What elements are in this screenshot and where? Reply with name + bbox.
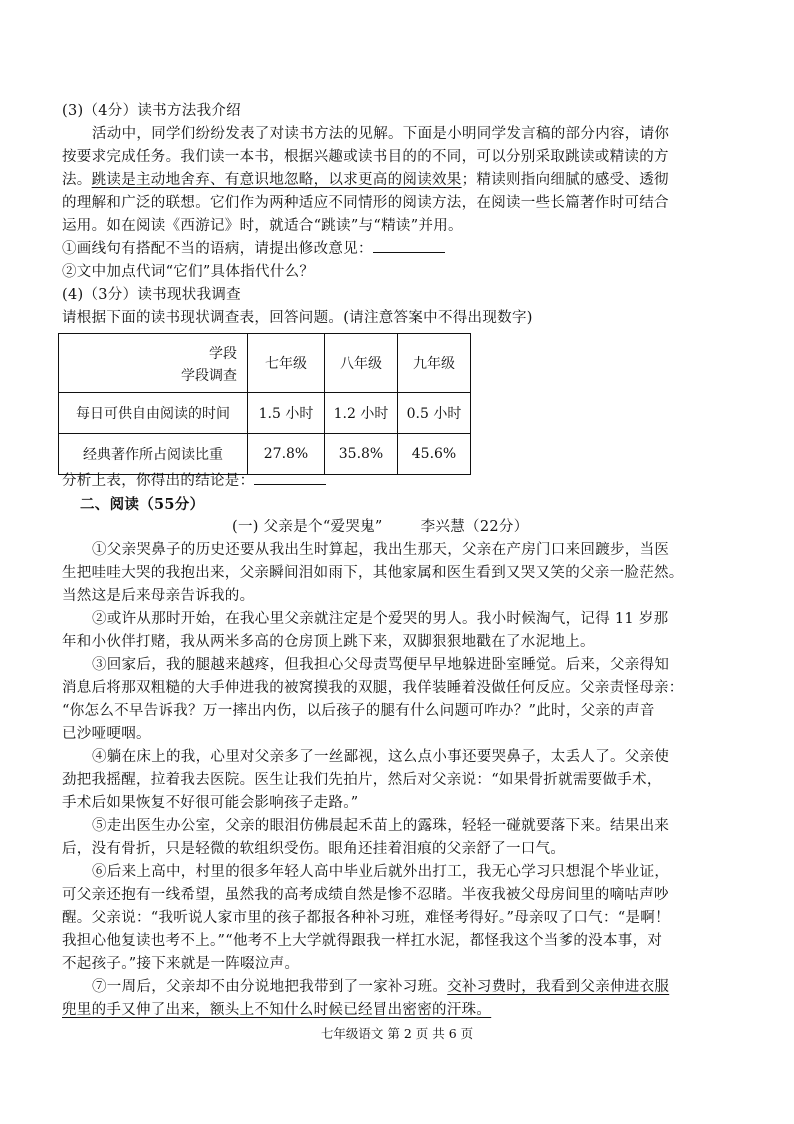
q3-title: (3)（4分）读书方法我介绍 (62, 103, 241, 119)
q3-text-line: 活动中，同学们纷纷发表了对读书方法的见解。下面是小明同学发言稿的部分内容，请你 (92, 126, 670, 142)
passage-line: ③回家后，我的腿越来越疼，但我担心父母责骂便早早地躲进卧室睡觉。后来，父亲得知 (92, 657, 670, 673)
passage-line: 不起孩子。”接下来就是一阵啜泣声。 (62, 956, 300, 972)
passage-line: 后，没有骨折，只是轻微的软组织受伤。眼角还挂着泪痕的父亲舒了一口气。 (62, 841, 566, 857)
q3-text-line: 运用。如在阅读《西游记》时，就适合“跳读”与“精读”并用。 (62, 218, 463, 234)
table-cell: 0.5 小时 (398, 393, 471, 434)
passage-line: 生把哇哇大哭的我抱出来，父亲瞬间泪如雨下，其他家属和医生看到又哭又笑的父亲一脸茫然。 (62, 565, 684, 581)
answer-blank[interactable] (373, 238, 445, 253)
q4-instruction: 请根据下面的读书现状调查表，回答问题。(请注意答案中不得出现数字) (62, 310, 533, 326)
table-col-header: 七年级 (248, 334, 325, 393)
passage-heading (62, 516, 712, 539)
page-footer: 七年级语文 第 2 页 共 6 页 (320, 1026, 474, 1041)
table-cell: 35.8% (325, 434, 398, 475)
passage-line: 醒。父亲说：“我听说人家市里的孩子都报各种补习班，难怪考得好。”母亲叹了口气：“是啊！ (62, 910, 670, 926)
underlined-sentence: 交补习费时，我看到父亲伸进衣服 (447, 979, 670, 995)
q4-conclusion: 分析上表，你得出的结论是： (62, 470, 712, 493)
passage-line: 我担心他复读也考不上。”“他考不上大学就得跟我一样扛水泥，都怪我这个当爹的没本事，对 (62, 933, 663, 949)
passage-body (62, 539, 712, 976)
passage-line: ④躺在床上的我，心里对父亲多了一丝鄙视，这么点小事还要哭鼻子，太丢人了。父亲使 (92, 749, 670, 765)
section-title: 二、阅读（55分） (80, 496, 205, 513)
passage-line: 可父亲还抱有一线希望，虽然我的高考成绩自然是惨不忍睹。半夜我被父母房间里的嘀咕声吵 (62, 887, 669, 903)
q3-text-line: 按要求完成任务。我们读一本书，根据兴趣或读书目的的不同，可以分别采取跳读或精读的方 (62, 149, 669, 165)
passage-line: ⑥后来上高中，村里的很多年轻人高中毕业后就外出打工，我无心学习只想混个毕业证， (92, 864, 670, 880)
passage-line: “你怎么不早告诉我？万一摔出内伤，以后孩子的腿有什么问题可咋办？”此时，父亲的声音 (62, 703, 655, 719)
passage-line: 当然这是后来母亲告诉我的。 (62, 588, 255, 604)
underlined-sentence: 兜里的手又伸了出来，额头上不知什么时候已经冒出密密的汗珠。 (62, 1002, 492, 1018)
table-row-label: 经典著作所占阅读比重 (59, 434, 248, 475)
table-col-header: 九年级 (398, 334, 471, 393)
passage-line: ②或许从那时开始，在我心里父亲就注定是个爱哭的男人。我小时候淘气，记得 11 岁那 (92, 611, 669, 627)
passage-paragraph-7-cont (62, 999, 712, 1022)
table-header-bottom: 学段调查 (181, 368, 237, 384)
exam-page (62, 100, 712, 1022)
q3-text-segment: ；精读则指向细腻的感受、透彻 (461, 172, 669, 188)
table-header-diagonal-cell (59, 334, 248, 393)
passage-line: 年和小伙伴打赌，我从两米多高的仓房顶上跳下来，双脚狠狠地戳在了水泥地上。 (62, 634, 595, 650)
passage-author: 李兴慧（22分） (420, 519, 529, 535)
q3-text-line: 的理解和广泛的联想。它们作为两种适应不同情形的阅读方法，在阅读一些长篇著作时可结合 (62, 195, 669, 211)
underlined-sentence: 跳读是主动地舍弃、有意识地忽略，以求更高的阅读效果 (91, 172, 462, 188)
table-cell: 45.6% (398, 434, 471, 475)
table-cell: 1.2 小时 (325, 393, 398, 434)
table-row-label: 每日可供自由阅读的时间 (59, 393, 248, 434)
passage-line: ⑤走出医生办公室，父亲的眼泪仿佛晨起禾苗上的露珠，轻轻一碰就要落下来。结果出来 (92, 818, 670, 834)
passage-line: 已沙哑哽咽。 (62, 726, 151, 742)
table-cell: 1.5 小时 (248, 393, 325, 434)
table-col-header: 八年级 (325, 334, 398, 393)
table-header-top: 学段 (209, 346, 237, 362)
passage-line: 劲把我摇醒，拉着我去医院。医生让我们先拍片，然后对父亲说：“如果骨折就需要做手术， (62, 772, 662, 788)
q3-text-line (62, 169, 712, 192)
passage-line: ①父亲哭鼻子的历史还要从我出生时算起，我出生那天，父亲在产房门口来回踱步，当医 (92, 542, 670, 558)
reading-survey-table (58, 333, 471, 475)
passage-line: 消息后将那双粗糙的大手伸进我的被窝摸我的双腿，我佯装睡着没做任何反应。父亲责怪母亲： (62, 680, 684, 696)
table-cell: 27.8% (248, 434, 325, 475)
passage-line: 手术后如果恢复不好很可能会影响孩子走路。” (62, 795, 359, 811)
passage-title: (一) 父亲是个“爱哭鬼” (232, 519, 383, 535)
passage-paragraph-7: ⑦一周后，父亲却不由分说地把我带到了一家补习班。交补习费时，我看到父亲伸进衣服 (92, 979, 670, 995)
q3-subquestion-2: ②文中加点代词“它们”具体指代什么？ (62, 264, 315, 280)
q4-title: (4)（3分）读书现状我调查 (62, 287, 241, 303)
q3-text-segment: 法。 (62, 172, 92, 188)
q3-subquestion-1: ①画线句有搭配不当的语病，请提出修改意见： (62, 238, 712, 261)
